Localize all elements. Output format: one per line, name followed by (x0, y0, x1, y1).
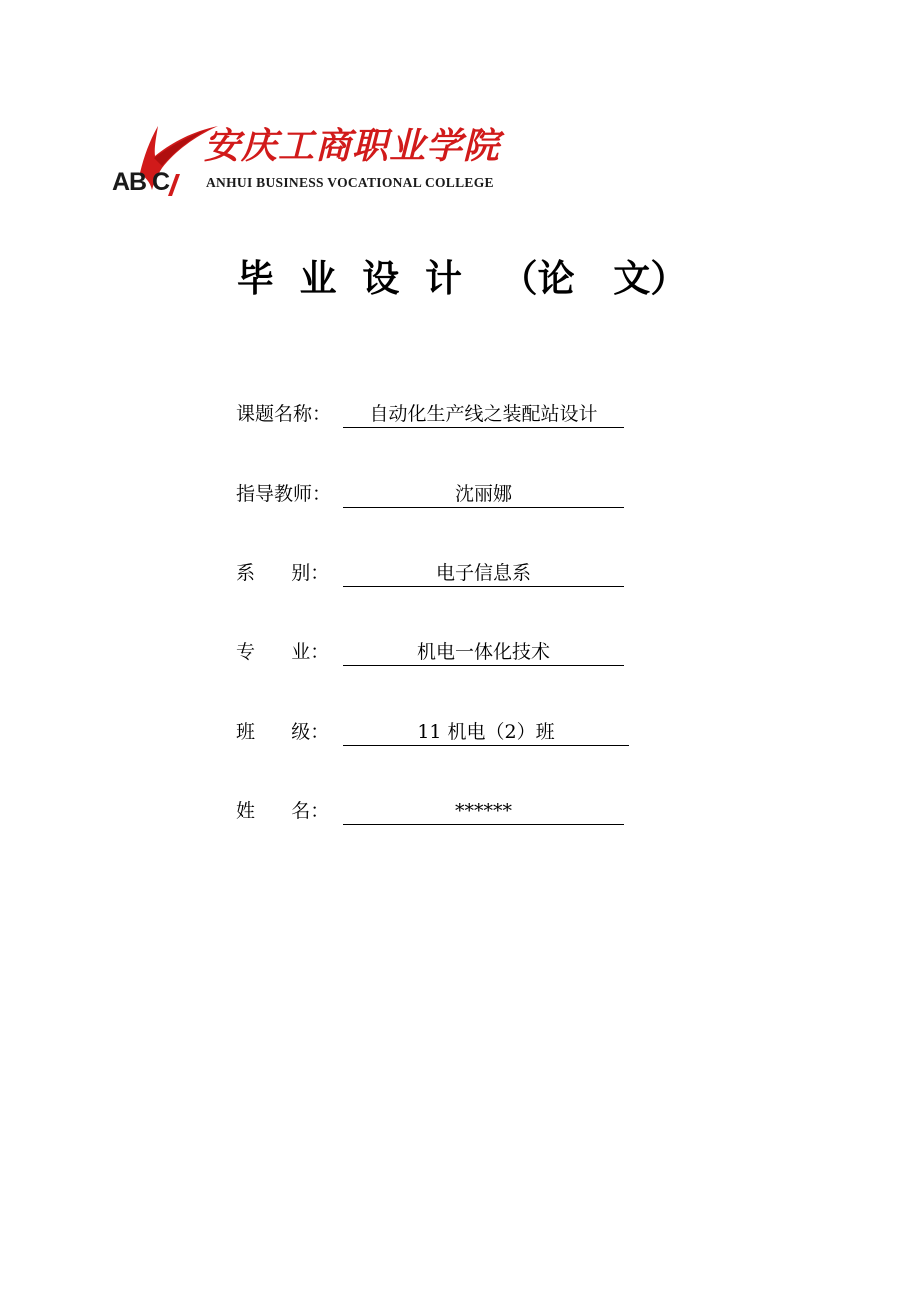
field-advisor (236, 480, 512, 508)
field-value: 11 机电（2）班 (343, 718, 629, 746)
field-value: 电子信息系 (343, 559, 624, 587)
field-value: 沈丽娜 (343, 480, 624, 508)
field-name (236, 797, 512, 825)
field-value: ****** (343, 797, 624, 825)
field-label: 指导教师： (236, 483, 332, 505)
document-title: 毕 业 设 计 （论 文） (236, 257, 688, 300)
field-value: 自动化生产线之装配站设计 (343, 400, 624, 428)
field-class (236, 718, 555, 746)
field-label: 系 别： (236, 562, 330, 584)
college-logo (110, 118, 530, 200)
field-label: 班 级： (236, 721, 330, 743)
college-name-cn: 安庆工商职业学院 (204, 125, 501, 167)
field-value: 机电一体化技术 (343, 638, 624, 666)
field-department (236, 559, 531, 587)
field-label: 专 业： (236, 641, 330, 663)
field-label: 姓 名： (236, 800, 330, 822)
college-name-en: ANHUI BUSINESS VOCATIONAL COLLEGE (206, 175, 494, 190)
field-label: 课题名称： (236, 403, 332, 425)
field-topic (236, 400, 598, 428)
field-major (236, 638, 550, 666)
logo-abc-text: AB C (112, 168, 170, 196)
